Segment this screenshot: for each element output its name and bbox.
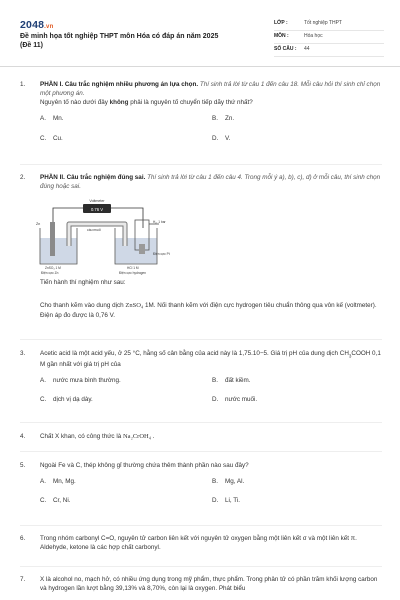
option-letter: B.: [212, 376, 218, 384]
galvanic-cell-diagram: [35, 198, 175, 276]
question-number: 4.: [20, 433, 26, 440]
option-c[interactable]: [40, 395, 212, 404]
option-text: V.: [225, 134, 231, 142]
option-text: dịch vị dạ dày.: [53, 396, 93, 404]
right-electrode-label: Điện cực hydrogen: [119, 271, 146, 275]
meta-value: 44: [304, 46, 310, 53]
option-a[interactable]: [40, 114, 212, 123]
voltmeter-label: Voltmeter: [89, 199, 105, 203]
option-b[interactable]: [212, 376, 384, 385]
option-c[interactable]: [40, 134, 212, 143]
logo-text: 2048: [20, 19, 45, 31]
option-letter: C.: [40, 497, 47, 505]
meta-table: [274, 18, 384, 57]
pt-electrode-label: Điện cực Pt: [153, 252, 170, 256]
question-stem: [40, 98, 382, 107]
option-b[interactable]: [212, 477, 384, 486]
option-letter: A.: [40, 376, 46, 384]
option-letter: B.: [212, 115, 218, 123]
meta-row-subject: [274, 31, 384, 44]
question-7: [20, 575, 382, 593]
option-text: nước mưa bình thường.: [53, 376, 121, 384]
document-header: [20, 18, 382, 58]
option-letter: D.: [212, 497, 219, 505]
zn-label: Zn: [36, 222, 41, 226]
option-letter: C.: [40, 134, 47, 142]
part-instructions: Thí sinh trả lời từ câu 1 đến câu 4. Trong mỗi ý a), b), c), d) ở mỗi câu, thí sinh chọn đúng hoặc sai.: [40, 174, 381, 191]
stem-text: Nguyên tố nào dưới đây: [40, 99, 108, 107]
question-number: 1.: [20, 81, 26, 88]
question-number: 7.: [20, 576, 26, 583]
document-title: Đề minh họa tốt nghiệp THPT môn Hóa có đáp án năm 2025 (Đề 11): [20, 33, 219, 50]
meta-key: MÔN :: [274, 33, 289, 40]
description-text: 1M. Nối thanh kẽm với điện cực hydrogen tiêu chuẩn thông qua vôn kế (voltmeter). Điện áp đo được là 0,76 V.: [40, 302, 377, 319]
subscript: 3: [348, 353, 352, 359]
option-d[interactable]: [212, 134, 384, 143]
option-text: Zn.: [225, 115, 235, 123]
question-1: [20, 80, 382, 143]
description-text: Cho thanh kẽm vào dung dịch: [40, 302, 124, 310]
option-letter: D.: [212, 396, 219, 404]
header-divider: [0, 66, 400, 67]
meta-key: LỚP :: [274, 20, 288, 27]
option-text: Cr, Ni.: [53, 497, 71, 505]
option-text: Mn.: [53, 115, 64, 123]
question-divider: [20, 339, 382, 340]
left-solution-label: ZnSO₄ 1 M: [45, 266, 61, 270]
question-text: [40, 173, 382, 191]
question-stem: [40, 432, 382, 441]
question-2: [20, 173, 382, 191]
experiment-intro: Tiến hành thí nghiệm như sau:: [40, 279, 126, 286]
option-c[interactable]: [40, 496, 212, 505]
question-5: [20, 461, 382, 505]
question-4: [20, 432, 382, 441]
option-letter: A.: [40, 115, 46, 123]
question-3: [20, 349, 382, 404]
logo-suffix: .vn: [44, 24, 54, 30]
question-stem: X là alcohol no, mạch hở, có nhiều ứng dụng trong mỹ phẩm, thực phẩm. Trong phân tử có phần trăm khối lượng carbon và hydrogen lần lượt bằng 39,13% và 8,70%, còn lại là oxygen. Phát biểu: [40, 576, 378, 593]
question-divider: [20, 451, 382, 452]
salt-bridge-label: cầu muối: [87, 228, 101, 232]
meta-row-class: [274, 18, 384, 31]
stem-text: Chất X khan, có công thức là: [40, 433, 122, 440]
stem-text: phải là nguyên tố chuyển tiếp dãy thứ nhất?: [130, 99, 253, 107]
part-instructions: Thí sinh trả lời từ câu 1 đến câu 18. Mỗi câu hỏi thí sinh chỉ chọn một phương án.: [40, 81, 381, 98]
answer-options: [40, 376, 382, 404]
left-electrode-label: Điện cực Zn: [41, 271, 59, 275]
question-stem: Trong nhóm carbonyl C=O, nguyên tử carbon liên kết với nguyên tử oxygen bằng một liên kết σ và một liên kết π. Aldehyde, ketone là các hợp chất carbonyl.: [40, 535, 357, 552]
question-divider: [20, 422, 382, 423]
option-letter: B.: [212, 478, 218, 486]
answer-options: [40, 114, 382, 142]
question-divider: [20, 525, 382, 526]
answer-options: [40, 477, 382, 505]
question-number: 2.: [20, 174, 26, 181]
stem-emphasis: không: [109, 99, 129, 107]
meta-key: SỐ CÂU :: [274, 46, 297, 53]
stem-text: COOH 0,1 M gần nhất với giá trị pH của: [40, 350, 381, 368]
voltmeter-reading: 0.76 V: [90, 207, 104, 212]
chemical-formula: Na₂CrOH₄ .: [122, 433, 155, 440]
question-2-body: [20, 278, 382, 320]
option-letter: D.: [212, 134, 219, 142]
part-title: PHẦN I. Câu trắc nghiệm nhiều phương án lựa chọn.: [40, 81, 199, 88]
question-6: [20, 534, 382, 552]
option-text: Mn, Mg.: [53, 478, 76, 486]
question-number: 6.: [20, 535, 26, 542]
question-stem: [40, 349, 382, 369]
option-a[interactable]: [40, 376, 212, 385]
meta-value: Hóa học: [304, 33, 323, 40]
stem-text: Acetic acid là một acid yếu, ở 25 °C, hằng số cân bằng của acid này là 1,75.10−5. Giá trị pH của dung dịch CH: [40, 350, 349, 357]
part-title: PHẦN II. Câu trắc nghiệm đúng sai.: [40, 174, 146, 181]
option-letter: A.: [40, 478, 46, 486]
meta-value: Tốt nghiệp THPT: [304, 20, 342, 27]
question-stem: Ngoài Fe và C, thép không gỉ thường chứa thêm thành phần nào sau đây?: [40, 462, 249, 469]
question-number: 3.: [20, 350, 26, 357]
question-divider: [20, 164, 382, 165]
question-divider: [20, 566, 382, 567]
option-text: Li, Ti.: [225, 497, 241, 505]
meta-row-count: [274, 44, 384, 57]
option-a[interactable]: [40, 477, 212, 486]
question-number: 5.: [20, 462, 26, 469]
question-text: [40, 80, 382, 98]
option-text: Mg, Al.: [225, 478, 245, 486]
option-text: Cu.: [53, 134, 63, 142]
option-d[interactable]: [212, 395, 384, 404]
experiment-description: [40, 301, 382, 320]
right-solution-label: HCl 1 M: [127, 266, 139, 270]
option-letter: C.: [40, 396, 47, 404]
option-text: đất kiềm.: [225, 376, 251, 384]
h2-label: H₂, 1 bar: [153, 220, 166, 224]
site-logo[interactable]: [20, 18, 53, 33]
option-b[interactable]: [212, 114, 384, 123]
chemical-formula: ZnSO₄: [125, 302, 144, 310]
option-text: nước muối.: [225, 396, 258, 404]
option-d[interactable]: [212, 496, 384, 505]
